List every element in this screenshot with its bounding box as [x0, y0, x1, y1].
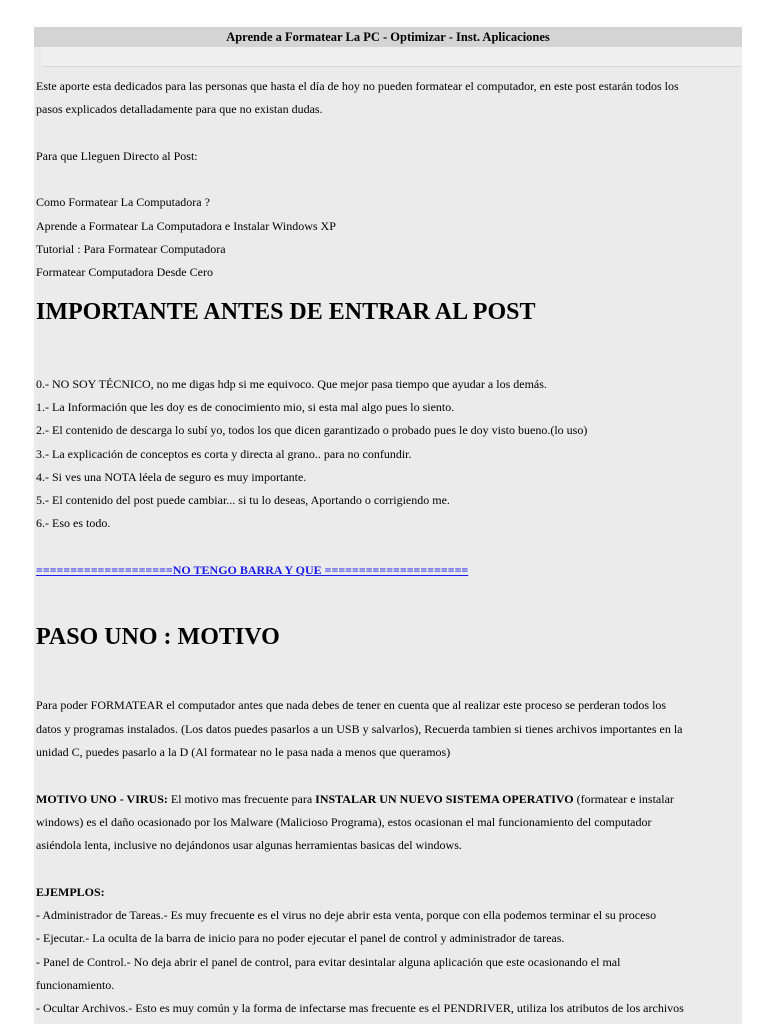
- link-item[interactable]: Como Formatear La Computadora ?: [36, 195, 210, 210]
- paso-line-1: Para poder FORMATEAR el computador antes que nada debes de tener en cuenta que al realizar este proceso se perderan todos los: [36, 698, 667, 713]
- document-title: Aprende a Formatear La PC - Optimizar - Inst. Aplicaciones: [34, 27, 742, 47]
- example-item: - Administrador de Tareas.- Es muy frecuente es el virus no deje abrir esta venta, porque con ella podemos terminar el su proceso: [36, 908, 657, 923]
- example-item: funcionamiento.: [36, 977, 115, 992]
- direct-label: Para que Lleguen Directo al Post:: [36, 148, 198, 163]
- intro-line-1: Este aporte esta dedicados para las personas que hasta el día de hoy no pueden formatear el computador, en este post estarán todos los: [36, 79, 679, 93]
- title-underline-strip: [42, 47, 742, 67]
- important-item: 6.- Eso es todo.: [36, 516, 111, 531]
- motivo-line-2: windows) es el daño ocasionado por los Malware (Malicioso Programa), estos ocasionan el mal funcionamiento del computador: [36, 814, 652, 829]
- important-heading: IMPORTANTE ANTES DE ENTRAR AL POST: [36, 298, 536, 325]
- important-item: 3.- La explicación de conceptos es corta y directa al grano.. para no confundir.: [36, 446, 412, 461]
- separator-link[interactable]: ====================NO TENGO BARRA Y QUE =====================: [36, 563, 469, 578]
- paso-line-2: datos y programas instalados. (Los datos puedes pasarlos a un USB y salvarlos), Recuerda tambien si tienes archivos importantes en la: [36, 721, 683, 736]
- important-item: 4.- Si ves una NOTA léela de seguro es muy importante.: [36, 469, 307, 484]
- link-item[interactable]: Formatear Computadora Desde Cero: [36, 265, 213, 280]
- document-body: [36, 75, 742, 1021]
- link-item[interactable]: Tutorial : Para Formatear Computadora: [36, 242, 226, 257]
- motivo-text-1: El motivo mas frecuente para: [167, 791, 316, 806]
- important-item: 1.- La Información que les doy es de conocimiento mio, si esta mal algo pues lo siento.: [36, 399, 455, 414]
- link-item[interactable]: Aprende a Formatear La Computadora e Instalar Windows XP: [36, 218, 336, 233]
- paso-heading: PASO UNO : MOTIVO: [36, 624, 280, 651]
- example-item: - Panel de Control.- No deja abrir el panel de control, para evitar desintalar alguna aplicación que este ocasionando el mal: [36, 954, 621, 969]
- paso-line-3: unidad C, puedes pasarlo a la D (Al formatear no le pasa nada a menos que queramos): [36, 744, 451, 759]
- motivo-line-1: [36, 788, 742, 811]
- important-item: 5.- El contenido del post puede cambiar... si tu lo deseas, Aportando o corrigiendo me.: [36, 493, 450, 508]
- example-item: - Ocultar Archivos.- Esto es muy común y la forma de infectarse mas frecuente es el PENDRIVER, utiliza los atributos de los archivos: [36, 1001, 684, 1016]
- examples-heading-text: EJEMPLOS:: [36, 884, 105, 899]
- motivo-bold-1: INSTALAR UN NUEVO SISTEMA OPERATIVO: [315, 791, 574, 806]
- motivo-text-2: (formatear e instalar: [573, 791, 674, 806]
- intro-line-2: pasos explicados detalladamente para que no existan dudas.: [36, 102, 323, 117]
- example-item: - Ejecutar.- La oculta de la barra de inicio para no poder ejecutar el panel de control y administrador de tareas.: [36, 931, 565, 946]
- examples-heading: [36, 881, 742, 904]
- important-item: 2.- El contenido de descarga lo subí yo, todos los que dicen garantizado o probado pues le doy visto bueno.(lo uso): [36, 423, 588, 438]
- motivo-line-3: asiéndola lenta, inclusive no dejándonos usar algunas herramientas basicas del windows.: [36, 838, 462, 853]
- motivo-label: MOTIVO UNO - VIRUS:: [36, 791, 168, 806]
- document-page: [34, 27, 742, 1024]
- important-item: 0.- NO SOY TÉCNICO, no me digas hdp si me equivoco. Que mejor pasa tiempo que ayudar a los demás.: [36, 376, 547, 391]
